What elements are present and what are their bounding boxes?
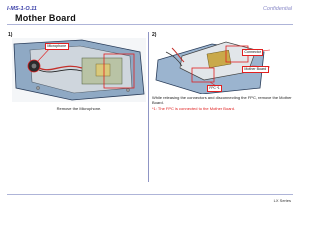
header-rule bbox=[7, 24, 293, 25]
confidential-label: Confidential bbox=[262, 6, 292, 12]
mother-board-callout: Mother Board bbox=[242, 66, 269, 73]
page-title: Mother Board bbox=[15, 13, 76, 23]
fpc-callout: FPC *1 bbox=[207, 85, 222, 92]
connector-callout: Connector bbox=[242, 49, 263, 56]
microphone-callout: Microphone bbox=[45, 43, 69, 50]
step-1-caption: Remove the Microphone. bbox=[56, 106, 102, 111]
column-divider bbox=[148, 32, 149, 182]
footer-rule bbox=[7, 194, 293, 195]
step-2-number: 2) bbox=[152, 32, 157, 38]
microphone-removal-photo bbox=[12, 38, 146, 102]
series-label: LX Series bbox=[273, 198, 291, 203]
model-code: I-MS-1-O.11 bbox=[7, 6, 37, 12]
step-2-description: While releasing the connectors and disconnecting the FPC, remove the Mother Board. bbox=[152, 95, 292, 105]
step-1-number: 1) bbox=[8, 32, 13, 38]
step-2-note: *1: The FPC is connected to the Mother Board. bbox=[152, 106, 236, 111]
